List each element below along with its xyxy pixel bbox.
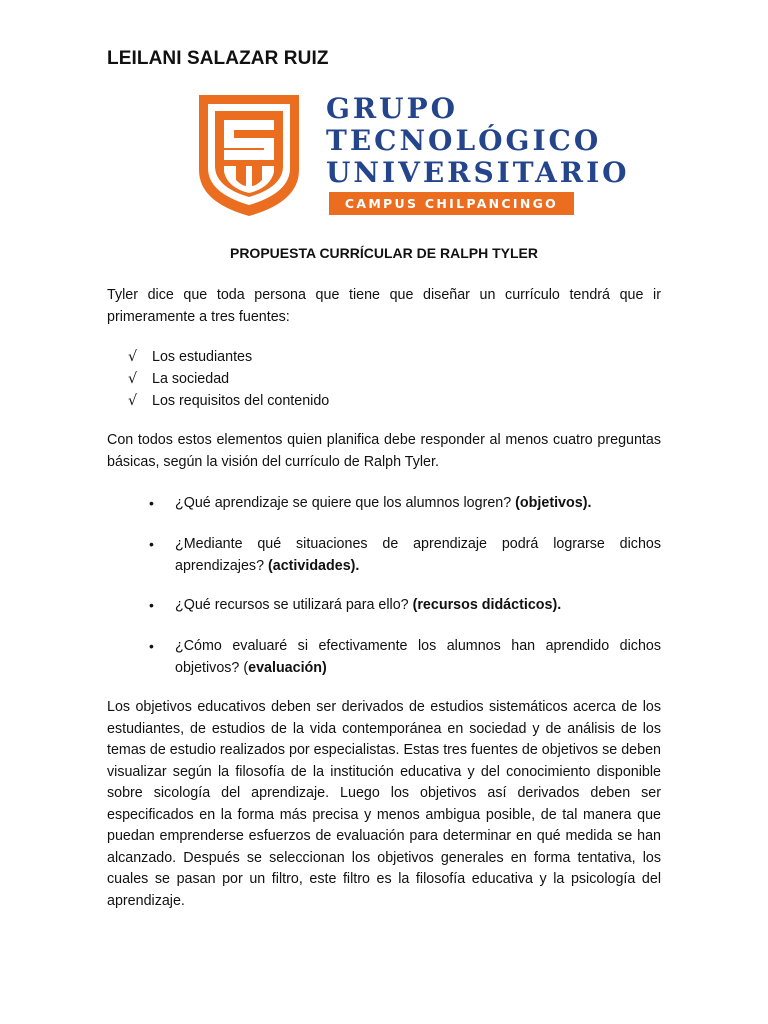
question-item: [149, 595, 661, 617]
question-text: ¿Qué recursos se utilizará para ello? (recursos didácticos).: [175, 597, 562, 613]
question-item: [149, 636, 661, 679]
list-item: [128, 368, 329, 390]
bullet-icon: •: [149, 638, 154, 654]
source-label: Los estudiantes: [152, 349, 253, 365]
intro-paragraph: Tyler dice que toda persona que tiene que diseñar un currículo tendrá que ir primeramente a tres fuentes:: [107, 287, 661, 325]
document-title: PROPUESTA CURRÍCULAR DE RALPH TYLER: [229, 245, 538, 261]
campus-banner: CAMPUS CHILPANCINGO: [329, 192, 574, 215]
source-label: La sociedad: [152, 371, 230, 387]
source-label: Los requisitos del contenido: [152, 393, 330, 409]
question-text: ¿Mediante qué situaciones de aprendizaje podrá lograrse dichos aprendizajes? (actividades).: [175, 536, 661, 574]
check-mark-icon: √: [128, 393, 138, 409]
logo-line-1: GRUPO: [326, 92, 459, 125]
closing-paragraph: Los objetivos educativos deben ser derivados de estudios sistemáticos acerca de los estudiantes, de estudios de la vida contemporánea en sociedad y de análisis de los temas de estudio realizados por especialistas. Estas tres fuentes de objetivos se deben visualizar según la filosofía de la institución educativa y del conocimiento disponible sobre sicología del aprendizaje. Luego los objetivos así derivados deben ser especificados en la forma más precisa y menos ambigua posible, de tal manera que puedan emprenderse esfuerzos de evaluación para determinar en qué medida se han alcanzado. Después se seleccionan los objetivos generales en forma tentativa, los cuales se pasan por un filtro, este filtro es la filosofía educativa y la psicología del aprendizaje.: [107, 699, 661, 909]
sources-list: [128, 346, 329, 412]
bullet-icon: •: [149, 597, 154, 613]
author-name: LEILANI SALAZAR RUIZ: [107, 48, 329, 69]
shield-logo-icon: [196, 92, 302, 218]
question-item: [149, 493, 661, 515]
questions-intro-paragraph: Con todos estos elementos quien planifica debe responder al menos cuatro preguntas básicas, según la visión del currículo de Ralph Tyler.: [107, 432, 661, 470]
logo-line-3: UNIVERSITARIO: [326, 156, 630, 189]
question-text: ¿Qué aprendizaje se quiere que los alumnos logren? (objetivos).: [175, 495, 592, 511]
bullet-icon: •: [149, 536, 154, 552]
check-mark-icon: √: [128, 371, 138, 387]
bullet-icon: •: [149, 495, 154, 511]
question-text: ¿Cómo evaluaré si efectivamente los alumnos han aprendido dichos objetivos? (evaluación): [175, 638, 661, 676]
university-logo: [196, 90, 630, 222]
list-item: [128, 346, 329, 368]
check-mark-icon: √: [128, 349, 138, 365]
logo-line-2: TECNOLÓGICO: [326, 124, 602, 157]
question-item: [149, 534, 661, 577]
list-item: [128, 390, 329, 412]
